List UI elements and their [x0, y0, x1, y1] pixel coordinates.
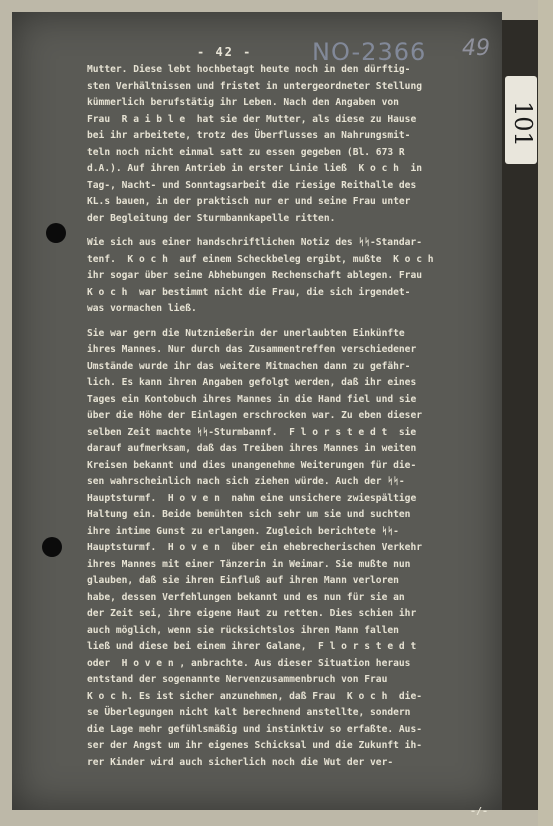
text-line: darauf aufmerksam, daß das Treiben ihres Mannes in weiten [87, 443, 417, 454]
text-line: was vormachen ließ. [87, 303, 197, 314]
text-line: auch möglich, wenn sie rücksichtslos ihren Mann fallen [87, 624, 399, 636]
document-page [12, 12, 502, 817]
text-line: Tag-, Nacht- und Sonntagsarbeit die riesige Reithalle des [87, 179, 417, 191]
text-line: über die Höhe der Einlagen erschrocken war. Zu eben dieser [87, 410, 423, 421]
text-line: Tages ein Kontobuch ihres Mannes in die Hand fiel und sie [87, 393, 417, 405]
text-line: d.A.). Auf ihren Antrieb in erster Linie ließ K o c h in [87, 163, 423, 174]
side-stamp-number: 101 [509, 101, 537, 147]
text-line: Haltung ein. Beide bemühten sich sehr um sie und suchten [87, 509, 411, 520]
text-line: entstand der sogenannte Nervenzusammenbruch von Frau [87, 674, 388, 685]
text-line: oder H o v e n , anbrachte. Aus dieser Situation heraus [87, 657, 411, 669]
text-line: Wie sich aus einer handschriftlichen Notiz des ᛋᛋ-Standar- [87, 237, 422, 248]
text-line: Mutter. Diese lebt hochbetagt heute noch in den dürftig- [87, 64, 411, 75]
page-number: - 42 - [197, 45, 253, 59]
text-line: bei ihr arbeitete, trotz des Überflusses an Nahrungsmit- [87, 130, 411, 141]
text-line: die Lage mehr gefühlsmäßig und instinktiv so erfaßte. Aus- [87, 723, 423, 735]
text-line: K o c h war bestimmt nicht die Frau, die sich irgendet- [87, 286, 411, 298]
text-line: teln noch nicht einmal satt zu essen gegeben (Bl. 673 R [87, 146, 405, 158]
document-body [87, 62, 507, 771]
paragraph [87, 326, 507, 772]
text-line: der Zeit sei, ihre eigene Haut zu retten. Dies schien ihr [87, 608, 417, 619]
text-line: ihres Mannes. Nur durch das Zusammentreffen verschiedener [87, 344, 417, 355]
text-line: Sie war gern die Nutznießerin der unerlaubten Einkünfte [87, 327, 405, 339]
text-line: Hauptsturmf. H o v e n nahm eine unsichere zwiespältige [87, 492, 417, 504]
folio-number: 49 [462, 36, 490, 61]
text-line: der Begleitung der Sturmbannkapelle ritten. [87, 212, 336, 224]
paragraph [87, 62, 507, 227]
text-line: Hauptsturmf. H o v e n über ein ehebrecherischen Verkehr [87, 542, 423, 553]
paragraph [87, 235, 507, 318]
text-line: rer Kinder wird auch sicherlich noch die Wut der ver- [87, 756, 394, 768]
text-line: sten Verhältnissen und fristet in untergeordneter Stellung [87, 80, 423, 92]
side-page-stamp [505, 76, 537, 164]
text-line: ihre intime Gunst zu erlangen. Zugleich berichtete ᛋᛋ- [87, 525, 399, 537]
text-line: se Überlegungen nicht kalt berechnend anstellte, sondern [87, 707, 411, 718]
punch-hole-bottom [42, 537, 62, 557]
text-line: ihr sogar über seine Abhebungen Rechenschaft ablegen. Frau [87, 270, 423, 281]
text-line: Umstände wurde ihr das weitere Mitmachen dann zu gefähr- [87, 360, 411, 372]
text-line: tenf. K o c h auf einem Scheckbeleg ergibt, mußte K o c h [87, 253, 434, 265]
text-line: ser der Angst um ihr eigenes Schicksal und die Zukunft ih- [87, 740, 423, 751]
scan-background-strip [538, 0, 553, 826]
text-line: glauben, daß sie ihren Einfluß auf ihren Mann verloren [87, 575, 399, 586]
document-number-stamp: NO-2366 [312, 38, 427, 66]
text-line: kümmerlich berufstätig ihr Leben. Nach den Angaben von [87, 97, 399, 108]
continuation-mark: -/- [470, 806, 489, 817]
text-line: ließ und diese bei einem ihrer Galane, F l o r s t e d t [87, 641, 417, 652]
text-line: Kreisen bekannt und dies unangenehme Weiterungen für die- [87, 459, 417, 471]
text-line: Frau R a i b l e hat sie der Mutter, als diese zu Hause [87, 113, 417, 125]
punch-hole-top [46, 223, 66, 243]
text-line: selben Zeit machte ᛋᛋ-Sturmbannf. F l o r s t e d t sie [87, 426, 417, 438]
text-line: ihres Mannes mit einer Tänzerin in Weimar. Sie mußte nun [87, 558, 411, 570]
text-line: lich. Es kann ihren Angaben gefolgt werden, daß ihr eines [87, 377, 417, 388]
text-line: K o c h. Es ist sicher anzunehmen, daß Frau K o c h die- [87, 690, 423, 702]
text-line: KL.s bauen, in der praktisch nur er und seine Frau unter [87, 196, 411, 207]
text-line: habe, dessen Verfehlungen bekannt und es nun für sie an [87, 591, 405, 603]
text-line: sen wahrscheinlich nach sich ziehen würde. Auch der ᛋᛋ- [87, 476, 405, 487]
